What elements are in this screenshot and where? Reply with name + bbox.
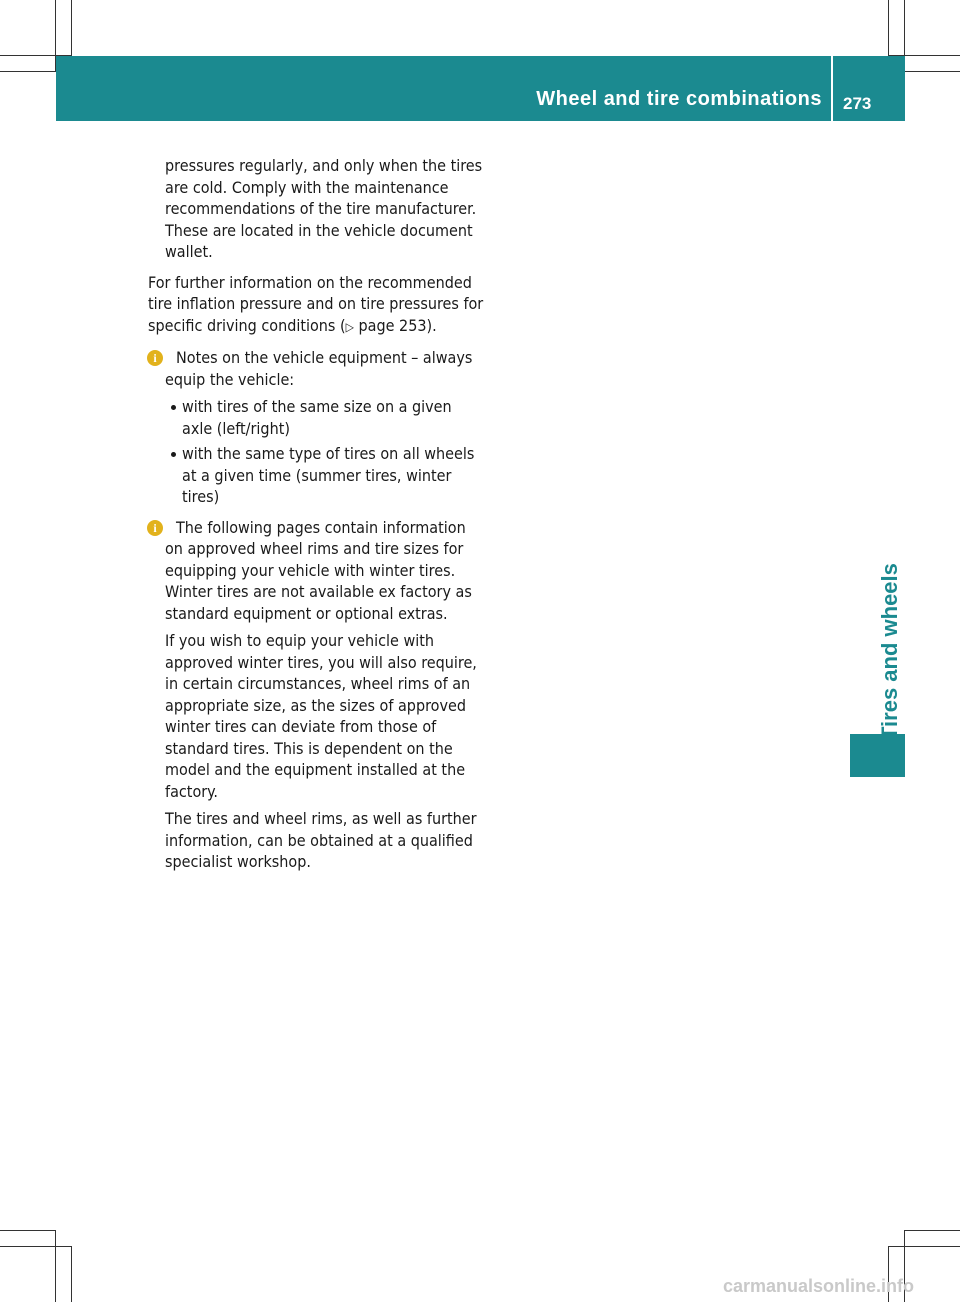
main-content	[148, 155, 484, 882]
crop-mark	[0, 1246, 72, 1247]
crop-mark	[888, 1246, 960, 1247]
list-item: with the same type of tires on all wheels at a given time (summer tires, winter tires)	[165, 443, 484, 508]
note-intro: Notes on the vehicle equipment – always equip the vehicle:	[165, 348, 473, 389]
crop-mark	[0, 71, 56, 72]
bullet-icon	[171, 452, 176, 457]
watermark: carmanualsonline.info	[723, 1276, 915, 1296]
further-info-prefix: For further information on the recommended tire inflation pressure and on tire pressures for specific driving conditions (	[148, 272, 484, 335]
info-icon: i	[147, 350, 163, 366]
note-paragraph: The tires and wheel rims, as well as further information, can be obtained at a qualified specialist workshop.	[165, 809, 477, 871]
crop-mark	[904, 71, 960, 72]
note-paragraph: If you wish to equip your vehicle with approved winter tires, you will also require, in certain circumstances, wheel rims of an appropriate size, as the sizes of approved winter tires can deviate from those of standard tires. This is dependent on the model and the equipment installed at the factory.	[165, 631, 477, 801]
info-icon: i	[147, 520, 163, 536]
crop-mark	[55, 1230, 56, 1302]
continued-paragraph: pressures regularly, and only when the tires are cold. Comply with the maintenance recommendations of the tire manufacturer. These are located in the vehicle document wallet.	[165, 156, 483, 261]
equipment-bullet-list	[165, 396, 484, 508]
list-item: with tires of the same size on a given axle (left/right)	[165, 396, 484, 439]
note-paragraph: The following pages contain information on approved wheel rims and tire sizes for equipping your vehicle with winter tires. Winter tires are not available ex factory as standard equipment or optional extras.	[165, 517, 472, 623]
crop-mark	[888, 0, 889, 56]
crop-mark	[0, 1230, 56, 1231]
side-tab-marker	[850, 734, 905, 777]
crop-mark	[904, 1230, 960, 1231]
crop-mark	[71, 0, 72, 56]
crop-mark	[71, 1246, 72, 1302]
header-divider	[831, 56, 833, 121]
arrow-right-icon: ▷	[345, 319, 354, 334]
note-vehicle-equipment	[148, 347, 484, 508]
note-winter-tires	[148, 517, 484, 873]
page-number: 273	[843, 94, 872, 113]
page-reference-link[interactable]: page 253	[358, 315, 427, 335]
section-title: Wheel and tire combinations	[536, 88, 822, 110]
further-info-suffix: ).	[426, 315, 437, 335]
further-info-paragraph	[148, 272, 484, 339]
side-tab-label: Tires and wheels	[877, 563, 902, 740]
bullet-icon	[171, 405, 176, 410]
